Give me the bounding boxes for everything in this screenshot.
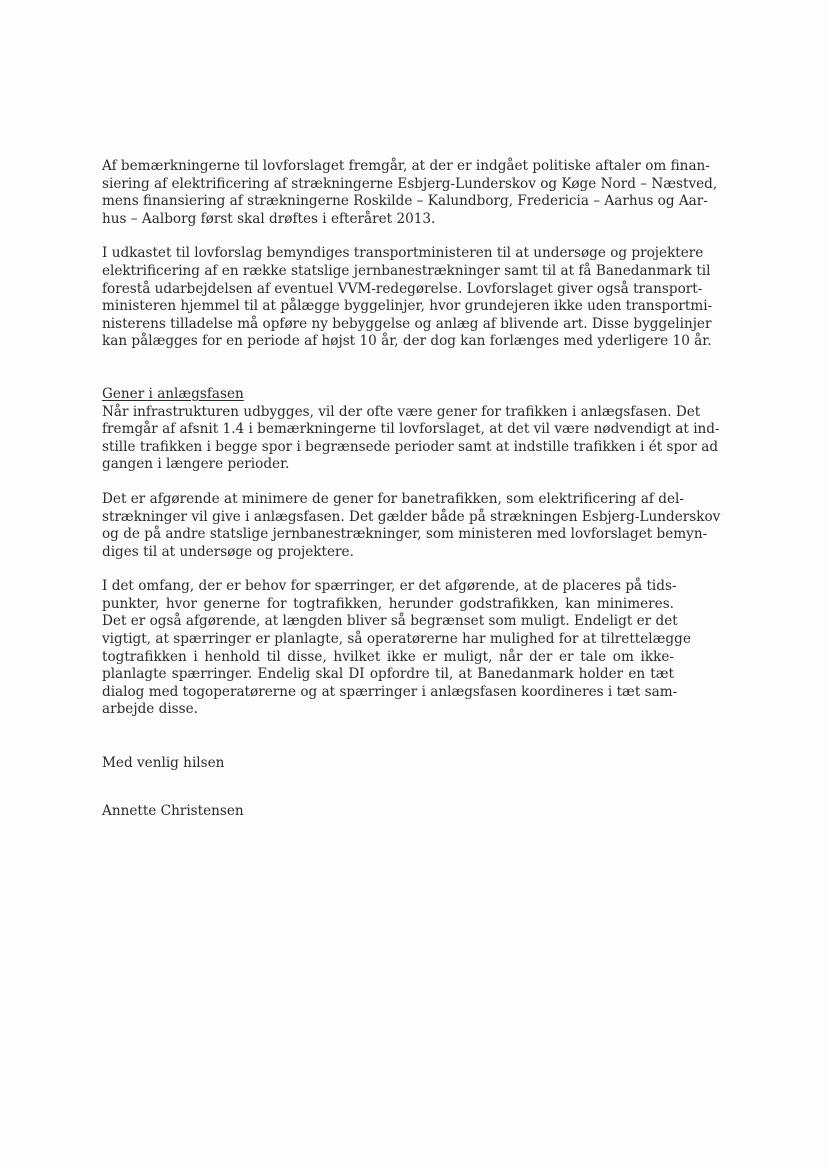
text-line: kan pålægges for en periode af højst 10 år, der dog kan forlænges med yderligere 10 år. xyxy=(102,333,712,350)
paragraph-financing xyxy=(102,158,718,228)
signature-name: Annette Christensen xyxy=(102,802,244,819)
text-line: Af bemærkningerne til lovforslaget fremgår, at der er indgået politiske aftaler om finan- xyxy=(102,158,710,174)
paragraph-draft-bill xyxy=(102,245,713,351)
text-line: Det er afgørende at minimere de gener for banetrafikken, som elektrificering af del- xyxy=(102,490,684,507)
text-line: dialog med togoperatørerne og at spærringer i anlægsfasen koordineres i tæt sam- xyxy=(102,683,678,700)
text-line: togtrafikken i henhold til disse, hvilket ikke er muligt, når der er tale om ikke- xyxy=(102,648,674,665)
section-heading: Gener i anlægsfasen xyxy=(102,385,244,402)
text-line: strækninger vil give i anlægsfasen. Det gælder både på strækningen Esbjerg-Lunderskov xyxy=(102,508,721,525)
text-line: fremgår af afsnit 1.4 i bemærkningerne til lovforslaget, at det vil være nødvendigt at ind- xyxy=(102,421,720,438)
text-line: I det omfang, der er behov for spærringer, er det afgørende, at de placeres på tids- xyxy=(102,578,677,595)
text-line: I udkastet til lovforslag bemyndiges transportministeren til at undersøge og projektere xyxy=(102,245,704,262)
text-line: planlagte spærringer. Endelig skal DI opfordre til, at Banedanmark holder en tæt xyxy=(102,666,674,683)
letter-body xyxy=(102,158,721,820)
text-line: forestå udarbejdelsen af eventuel VVM-redegørelse. Lovforslaget giver også transport- xyxy=(102,280,703,297)
text-line: og de på andre statslige jernbanestrækninger, som ministeren med lovforslaget bemyn- xyxy=(102,526,708,543)
text-line: elektrificering af en række statslige jernbanestrækninger samt til at få Banedanmark til xyxy=(102,262,711,279)
text-line: Når infrastrukturen udbygges, vil der ofte være gener for trafikken i anlægsfasen. Det xyxy=(102,403,701,420)
text-line: vigtigt, at spærringer er planlagte, så operatørerne har mulighed for at tilrettelægge xyxy=(102,631,691,648)
text-line: nisterens tilladelse må opføre ny bebyggelse og anlæg af blivende art. Disse byggelinjer xyxy=(102,315,712,332)
text-line: gangen i længere perioder. xyxy=(102,456,290,473)
text-line: diges til at undersøge og projektere. xyxy=(102,543,354,560)
text-line: mens finansiering af strækningerne Roskilde – Kalundborg, Fredericia – Aarhus og Aar- xyxy=(102,193,708,210)
text-line: punkter, hvor generne for togtrafikken, herunder godstrafikken, kan minimeres. xyxy=(102,595,674,612)
text-line: stille trafikken i begge spor i begrænsede perioder samt at indstille trafikken i ét spor ad xyxy=(102,438,719,455)
paragraph-minimize-nuisance xyxy=(102,490,721,561)
text-line: hus – Aalborg først skal drøftes i efteråret 2013. xyxy=(102,210,436,227)
text-line: Det er også afgørende, at længden bliver så begrænset som muligt. Endeligt er det xyxy=(102,613,678,630)
text-line: ministeren hjemmel til at pålægge byggelinjer, hvor grundejeren ikke uden transportmi- xyxy=(102,298,713,315)
closing-salutation: Med venlig hilsen xyxy=(102,755,225,772)
paragraph-construction-nuisance xyxy=(102,403,720,474)
text-line: arbejde disse. xyxy=(102,701,198,718)
text-line: siering af elektrificering af strækningerne Esbjerg-Lunderskov og Køge Nord – Næstved, xyxy=(102,175,718,192)
paragraph-closures xyxy=(102,578,691,719)
